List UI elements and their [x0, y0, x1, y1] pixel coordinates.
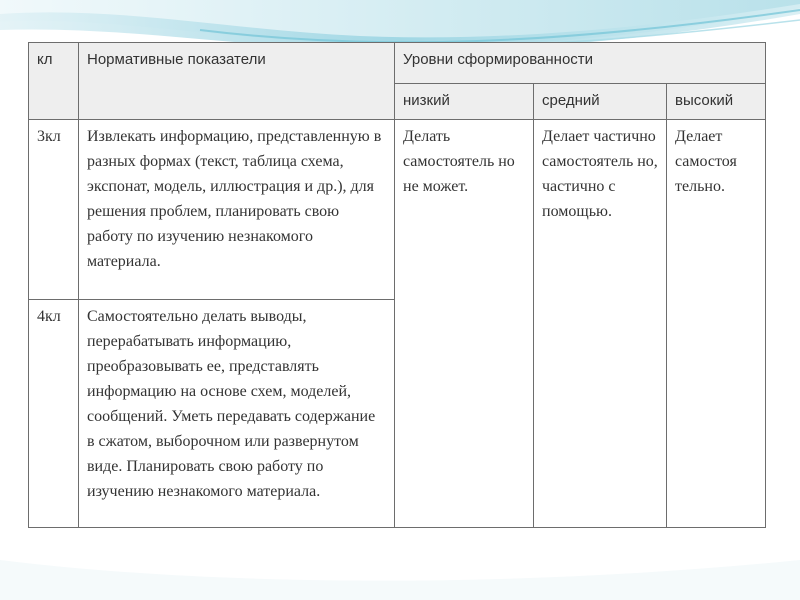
indicators-table — [28, 42, 766, 528]
row-indicator-text: Извлекать информацию, представленную в разных формах (текст, таблица схема, экспонат, модель, иллюстрация и др.), для решения проблем, планировать свою работу по изучению незнакомого материала. — [79, 120, 395, 300]
wave-bottom — [0, 560, 800, 600]
row-grade: 3кл — [29, 120, 79, 300]
level-low-description: Делать самостоятель но не может. — [395, 120, 534, 528]
table-row — [29, 120, 766, 300]
level-high-description: Делает самостоя тельно. — [667, 120, 766, 528]
row-grade: 4кл — [29, 300, 79, 528]
header-level-medium: средний — [534, 84, 667, 120]
header-levels: Уровни сформированности — [395, 43, 766, 84]
level-medium-description: Делает частично самостоятель но, частично с помощью. — [534, 120, 667, 528]
table-header-row — [29, 43, 766, 84]
header-level-high: высокий — [667, 84, 766, 120]
header-indicators: Нормативные показатели — [79, 43, 395, 120]
header-grade: кл — [29, 43, 79, 120]
header-level-low: низкий — [395, 84, 534, 120]
row-indicator-text: Самостоятельно делать выводы, перерабатывать информацию, преобразовывать ее, представлять информацию на основе схем, моделей, сообщений. Уметь передавать содержание в сжатом, выборочном или развернутом виде. Планировать свою работу по изучению незнакомого материала. — [79, 300, 395, 528]
